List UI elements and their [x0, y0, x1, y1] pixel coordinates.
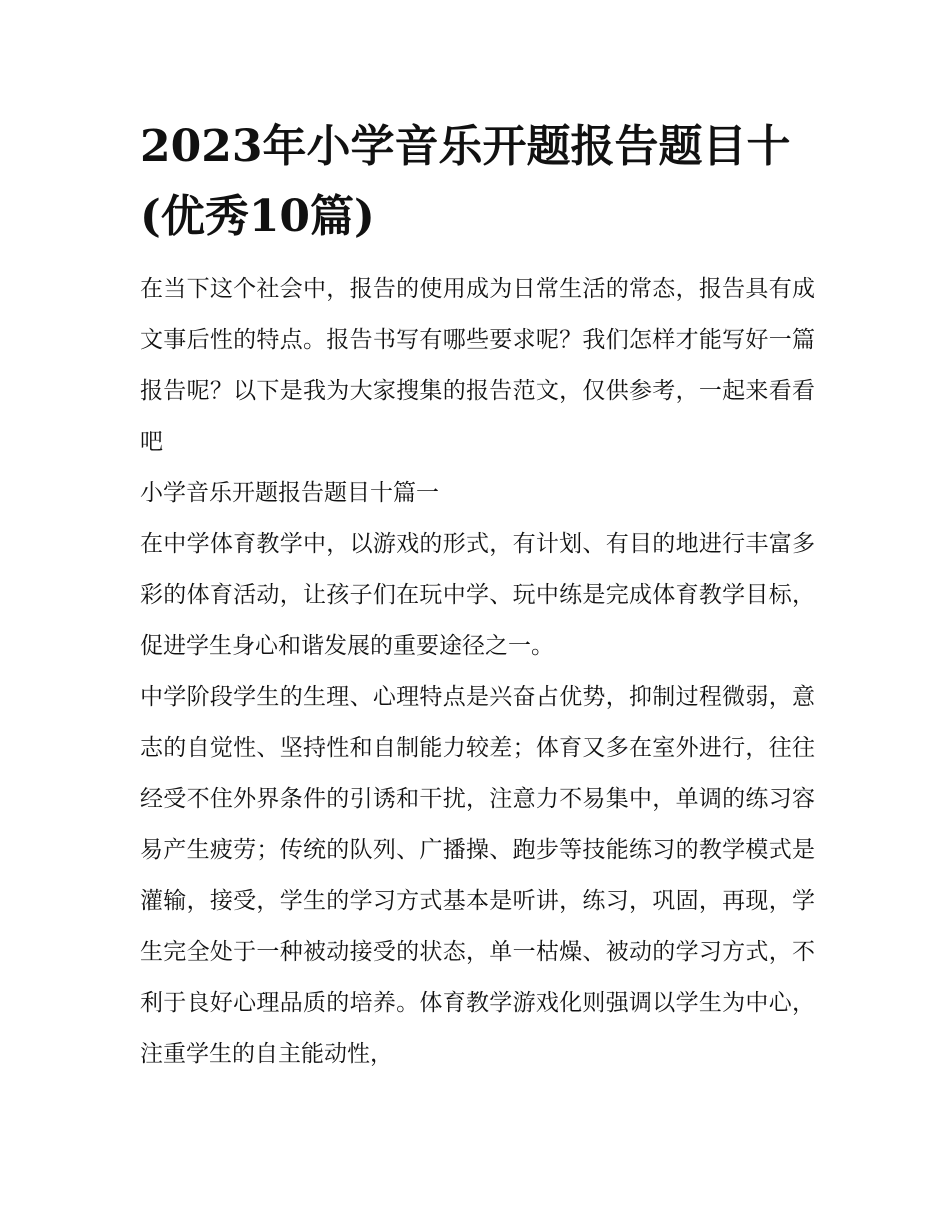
intro-paragraph: 在当下这个社会中，报告的使用成为日常生活的常态，报告具有成文事后性的特点。报告书写有哪些要求呢？我们怎样才能写好一篇报告呢？以下是我为大家搜集的报告范文，仅供参考，一起来看看吧 [140, 276, 815, 455]
body-paragraph: 中学阶段学生的生理、心理特点是兴奋占优势，抑制过程微弱，意志的自觉性、坚持性和自制能力较差；体育又多在室外进行，往往经受不住外界条件的引诱和干扰，注意力不易集中，单调的练习容易产生疲劳；传统的队列、广播操、跑步等技能练习的教学模式是灌输，接受，学生的学习方式基本是听讲，练习，巩固，再现，学生完全处于一种被动接受的状态，单一枯燥、被动的学习方式，不利于良好心理品质的培养。体育教学游戏化则强调以学生为中心，注重学生的自主能动性， [140, 684, 815, 1067]
document-title: 2023年小学音乐开题报告题目十(优秀10篇) [140, 121, 791, 242]
document-content [140, 112, 815, 1080]
body-paragraph: 在中学体育教学中，以游戏的形式，有计划、有目的地进行丰富多彩的体育活动，让孩子们在玩中学、玩中练是完成体育教学目标，促进学生身心和谐发展的重要途径之一。 [140, 531, 815, 659]
section-heading: 小学音乐开题报告题目十篇一 [140, 480, 439, 506]
